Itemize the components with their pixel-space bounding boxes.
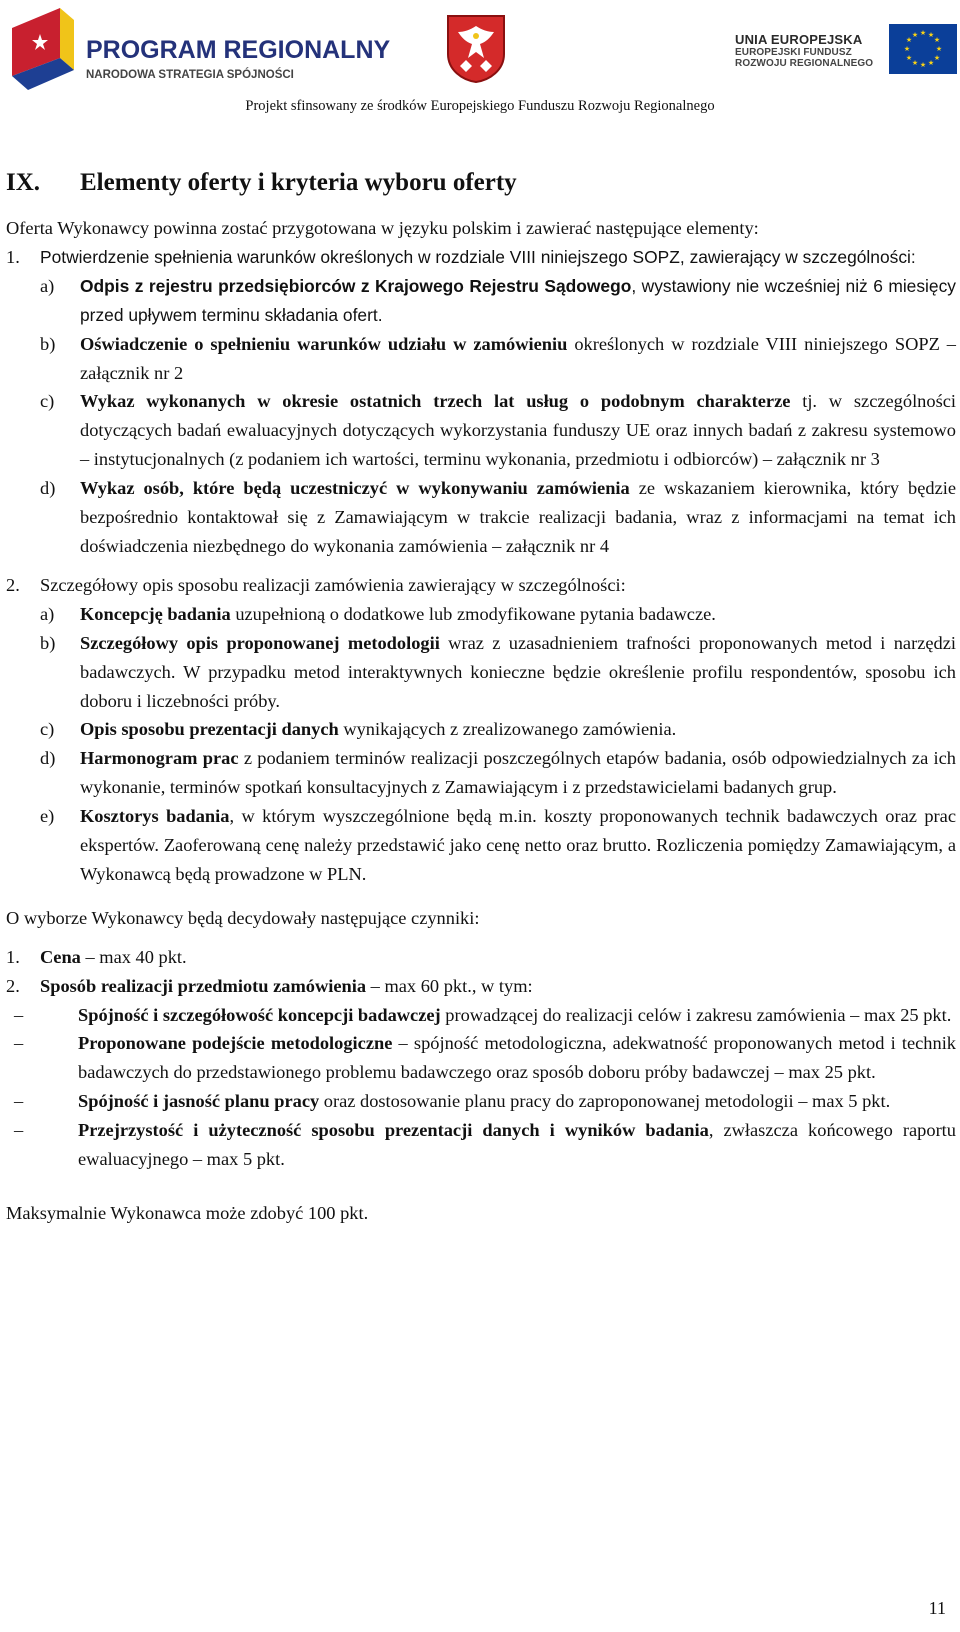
list-text — [80, 802, 956, 889]
list-text — [78, 1001, 956, 1030]
dash-bullet: – — [14, 1091, 24, 1112]
list-number: 1. — [6, 246, 20, 267]
document-body — [6, 214, 956, 1228]
offer-item-1c — [40, 387, 956, 474]
plain-phrase: wynikających z zrealizowanego zamówienia. — [338, 719, 677, 740]
svg-text:★: ★ — [933, 54, 941, 62]
logo-title: PROGRAM REGIONALNY — [86, 36, 391, 64]
svg-text:★: ★ — [927, 59, 935, 67]
criterion-1 — [6, 943, 956, 972]
plain-phrase: określonych w rozdziale VIII niniejszego SOPZ – załącznik nr 2 — [80, 333, 956, 383]
list-letter: c) — [40, 719, 55, 740]
svg-text:★: ★ — [927, 31, 935, 39]
plain-phrase: oraz dostosowanie planu pracy do zaproponowanej metodologii – max 5 pkt. — [319, 1091, 891, 1112]
list-letter: a) — [40, 275, 55, 296]
eu-logo-line3: ROZWOJU REGIONALNEGO — [735, 58, 874, 69]
list-text — [40, 972, 956, 1001]
list-number: 1. — [6, 946, 20, 967]
eu-logo — [735, 20, 957, 80]
page-number: 11 — [928, 1598, 946, 1618]
list-number: 2. — [6, 975, 20, 996]
bold-phrase: Spójność i szczegółowość koncepcji badawczej — [78, 1004, 441, 1025]
svg-text:★: ★ — [905, 36, 913, 44]
bold-phrase: Harmonogram prac — [80, 748, 239, 769]
list-text — [78, 1029, 956, 1087]
funding-note: Projekt sfinsowany ze środków Europejskiego Funduszu Rozwoju Regionalnego — [245, 98, 715, 114]
bold-phrase: Odpis z rejestru przedsiębiorców z Krajowego Rejestru Sądowego — [80, 275, 632, 296]
section-heading — [6, 169, 517, 197]
eu-flag-icon — [889, 24, 957, 74]
bold-phrase: Oświadczenie o spełnieniu warunków udziału w zamówieniu — [80, 333, 568, 354]
list-text — [40, 943, 956, 972]
plain-phrase: – max 60 pkt., w tym: — [366, 975, 533, 996]
criteria-intro: O wyborze Wykonawcy będą decydowały następujące czynniki: — [6, 907, 480, 928]
list-text — [80, 387, 956, 474]
plain-phrase: z podaniem terminów realizacji poszczególnych etapów badania, osób odpowiedzialnych za ich wykonanie, terminów spotkań konsultacyjnych z Zamawiającym i z przedstawicielami badanych grup. — [80, 748, 957, 798]
svg-text:★: ★ — [933, 36, 941, 44]
svg-text:★: ★ — [935, 45, 943, 53]
bold-phrase: Proponowane podejście metodologiczne — [78, 1033, 393, 1054]
list-text — [80, 272, 956, 330]
offer-item-2b — [40, 629, 956, 716]
plain-phrase: – max 40 pkt. — [80, 946, 187, 967]
list-letter: b) — [40, 333, 56, 354]
list-text — [80, 715, 956, 744]
criterion-2-sub-1 — [6, 1001, 956, 1030]
coat-of-arms-icon — [446, 14, 506, 84]
max-points-note: Maksymalnie Wykonawca może zdobyć 100 pkt. — [6, 1203, 369, 1223]
list-text — [80, 330, 956, 388]
bold-phrase: Szczegółowy opis proponowanej metodologii — [80, 632, 440, 653]
bold-phrase: Cena — [40, 946, 81, 967]
offer-item-1 — [6, 243, 956, 272]
bold-phrase: Kosztorys badania — [80, 806, 230, 827]
list-text: Szczegółowy opis sposobu realizacji zamówienia zawierający w szczególności: — [40, 574, 626, 595]
offer-item-1d — [40, 474, 956, 561]
svg-text:★: ★ — [903, 45, 911, 53]
svg-text:★: ★ — [905, 54, 913, 62]
list-text — [78, 1116, 956, 1174]
list-letter: d) — [40, 748, 56, 769]
dash-bullet: – — [14, 1004, 24, 1025]
eu-logo-line1: UNIA EUROPEJSKA — [735, 32, 863, 47]
plain-phrase: – spójność metodologiczna, adekwatność proponowanych metod i technik badawczych do przedstawionego problemu badawczego oraz sposób doboru próby badawczej – max 25 pkt. — [78, 1033, 957, 1083]
dash-bullet: – — [14, 1120, 24, 1141]
list-number: 2. — [6, 574, 20, 595]
list-text — [80, 744, 956, 802]
criterion-2 — [6, 972, 956, 1001]
bold-phrase: Koncepcję badania — [80, 603, 231, 624]
section-number: IX. — [6, 169, 41, 196]
bold-phrase: Przejrzystość i użyteczność sposobu prezentacji danych i wyników badania — [78, 1120, 709, 1141]
plain-phrase: , wystawiony nie wcześniej niż 6 miesięcy przed upływem terminu składania ofert. — [80, 275, 956, 325]
program-regionalny-logo-mark — [8, 6, 391, 98]
offer-item-2d — [40, 744, 956, 802]
list-letter: a) — [40, 603, 55, 624]
plain-phrase: wraz z uzasadnieniem trafności proponowanych metod i narzędzi badawczych. W przypadku metod interaktywnych konieczne będzie określenie profilu respondentów, sposobu ich doboru i liczebności próby. — [80, 632, 956, 711]
plain-phrase: prowadzącej do realizacji celów i zakresu zamówienia – max 25 pkt. — [440, 1004, 952, 1025]
svg-text:★: ★ — [911, 59, 919, 67]
eu-logo-text — [735, 32, 885, 69]
dash-bullet: – — [14, 1033, 24, 1054]
eu-logo-line2: EUROPEJSKI FUNDUSZ — [735, 47, 852, 58]
plain-phrase: , zwłaszcza końcowego raportu ewaluacyjnego – max 5 pkt. — [78, 1120, 956, 1170]
bold-phrase: Opis sposobu prezentacji danych — [80, 719, 339, 740]
list-text: Potwierdzenie spełnienia warunków określonych w rozdziale VIII niniejszego SOPZ, zawierający w szczególności: — [40, 246, 916, 267]
criterion-2-sub-3 — [6, 1087, 956, 1116]
bold-phrase: Sposób realizacji przedmiotu zamówienia — [40, 975, 367, 996]
plain-phrase: , w którym wyszczególnione będą m.in. koszty proponowanych technik badawczych oraz prac ekspertów. Zaoferowaną cenę należy przedstawić jako cenę netto oraz brutto. Rozliczenia pomiędzy Zamawiającym, a Wykonawcą będą prowadzone w PLN. — [80, 806, 956, 884]
criterion-2-sub-4 — [6, 1116, 956, 1174]
program-regionalny-logo — [8, 6, 391, 98]
svg-text:★: ★ — [919, 61, 927, 69]
offer-item-2a — [40, 600, 956, 629]
list-letter: e) — [40, 806, 55, 827]
list-letter: b) — [40, 632, 56, 653]
criterion-2-sub-2 — [6, 1029, 956, 1087]
offer-item-1b — [40, 330, 956, 388]
section-title: Elementy oferty i kryteria wyboru oferty — [80, 169, 517, 196]
list-text — [78, 1087, 956, 1116]
plain-phrase: uzupełnioną o dodatkowe lub zmodyfikowane pytania badawcze. — [230, 603, 716, 624]
list-letter: c) — [40, 391, 55, 412]
svg-text:★: ★ — [919, 29, 927, 37]
logo-subtitle: NARODOWA STRATEGIA SPÓJNOŚCI — [86, 69, 294, 81]
plain-phrase: ze wskazaniem kierownika, który będzie bezpośrednio kontaktował się z Zamawiającym w trakcie realizacji badania, wraz z informacjami na temat ich doświadczenia niezbędnego do wykonania zamówienia – załącznik nr 4 — [80, 478, 957, 556]
svg-text:★: ★ — [911, 31, 919, 39]
offer-item-1a — [40, 272, 956, 330]
intro-paragraph: Oferta Wykonawcy powinna zostać przygotowana w języku polskim i zawierać następujące elementy: — [6, 218, 759, 238]
offer-item-2e — [40, 802, 956, 889]
bold-phrase: Wykaz wykonanych w okresie ostatnich trzech lat usług o podobnym charakterze — [80, 391, 791, 412]
list-text — [80, 629, 956, 716]
offer-item-2c — [40, 715, 956, 744]
list-text — [80, 474, 956, 561]
offer-item-2 — [6, 571, 956, 600]
plain-phrase: tj. w szczególności dotyczących badań ewaluacyjnych dotyczących wykorzystania funduszy UE oraz innych badań z zakresu systemowo – instytucjonalnych (z podaniem ich wartości, terminu wykonania, przedmiotu i odbiorców) – załącznik nr 3 — [80, 391, 956, 470]
bold-phrase: Spójność i jasność planu pracy — [78, 1091, 320, 1112]
document-header — [0, 0, 960, 124]
list-letter: d) — [40, 478, 56, 499]
bold-phrase: Wykaz osób, które będą uczestniczyć w wykonywaniu zamówienia — [80, 478, 630, 499]
list-text — [80, 600, 956, 629]
